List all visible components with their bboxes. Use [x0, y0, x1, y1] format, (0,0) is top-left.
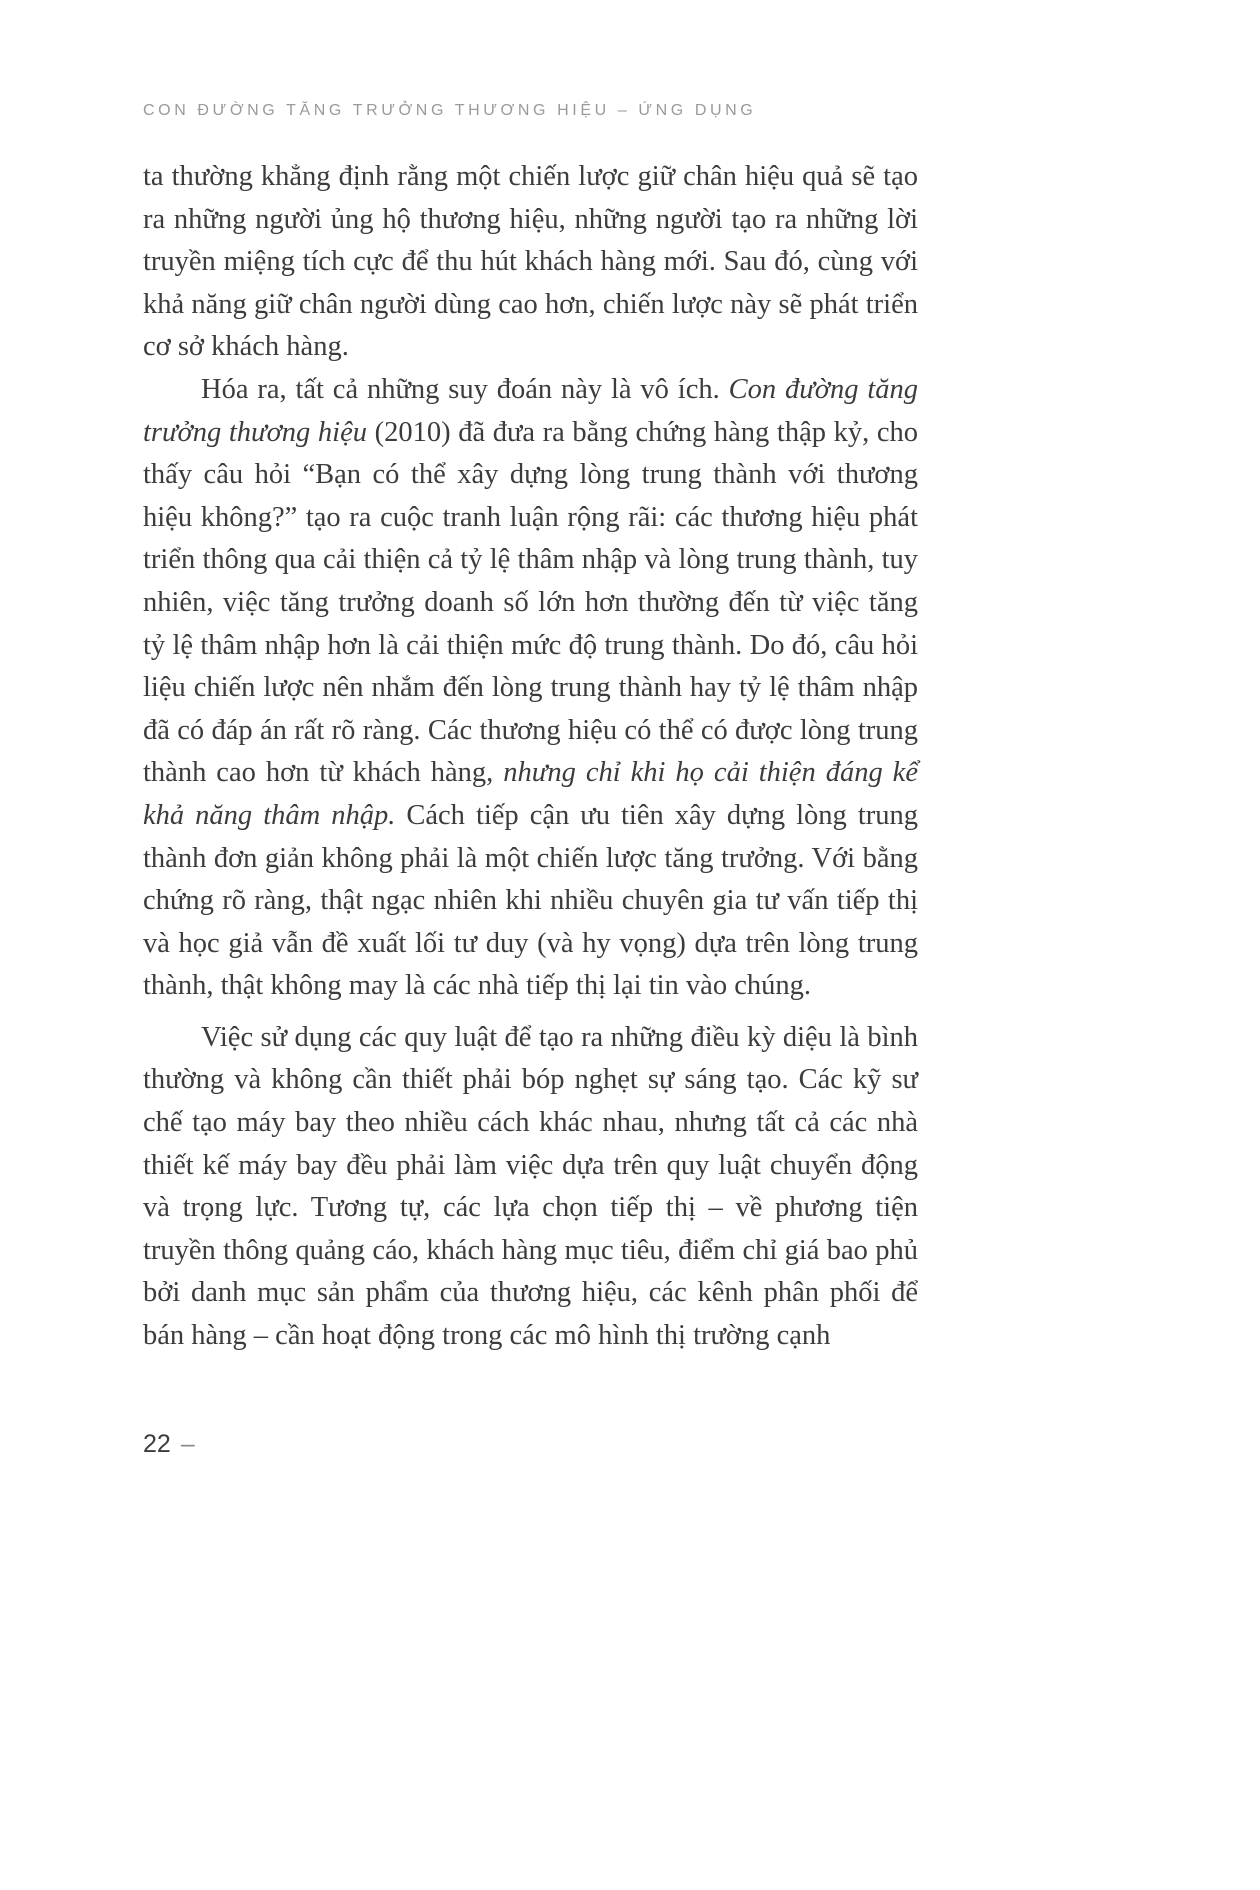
page-content	[143, 102, 918, 1358]
italic-run: Con đường tăng trưởng thương hiệu	[143, 373, 918, 448]
page-number: 22	[143, 1430, 171, 1458]
paragraph	[143, 369, 918, 1008]
text-run: (2010) đã đưa ra bằng chứng hàng thập kỷ, cho thấy câu hỏi “Bạn có thể xây dựng lòng trung thành với thương hiệu không?” tạo ra cuộc tranh luận rộng rãi: các thương hiệu phát triển thông qua cải thiện cả tỷ lệ thâm nhập và lòng trung thành, tuy nhiên, việc tăng trưởng doanh số lớn hơn thường đến từ việc tăng tỷ lệ thâm nhập hơn là cải thiện mức độ trung thành. Do đó, câu hỏi liệu chiến lược nên nhắm đến lòng trung thành hay tỷ lệ thâm nhập đã có đáp án rất rõ ràng. Các thương hiệu có thể có được lòng trung thành cao hơn từ khách hàng,	[143, 416, 918, 789]
paragraph	[143, 156, 918, 369]
running-header: CON ĐƯỜNG TĂNG TRƯỞNG THƯƠNG HIỆU – ỨNG DỤNG	[143, 102, 757, 119]
text-block	[143, 156, 918, 1358]
page-footer	[143, 1430, 195, 1459]
text-run: Việc sử dụng các quy luật để tạo ra những điều kỳ diệu là bình thường và không cần thiết phải bóp nghẹt sự sáng tạo. Các kỹ sư chế tạo máy bay theo nhiều cách khác nhau, nhưng tất cả các nhà thiết kế máy bay đều phải làm việc dựa trên quy luật chuyển động và trọng lực. Tương tự, các lựa chọn tiếp thị – về phương tiện truyền thông quảng cáo, khách hàng mục tiêu, điểm chỉ giá bao phủ bởi danh mục sản phẩm của thương hiệu, các kênh phân phối để bán hàng – cần hoạt động trong các mô hình thị trường cạnh	[143, 1021, 918, 1352]
text-run: Cách tiếp cận ưu tiên xây dựng lòng trung thành đơn giản không phải là một chiến lược tăng trưởng. Với bằng chứng rõ ràng, thật ngạc nhiên khi nhiều chuyên gia tư vấn tiếp thị và học giả vẫn đề xuất lối tư duy (và hy vọng) dựa trên lòng trung thành, thật không may là các nhà tiếp thị lại tin vào chúng.	[143, 799, 918, 1002]
text-run: Hóa ra, tất cả những suy đoán này là vô ích.	[201, 373, 729, 405]
text-run: ta thường khẳng định rằng một chiến lược giữ chân hiệu quả sẽ tạo ra những người ủng hộ thương hiệu, những người tạo ra những lời truyền miệng tích cực để thu hút khách hàng mới. Sau đó, cùng với khả năng giữ chân người dùng cao hơn, chiến lược này sẽ phát triển cơ sở khách hàng.	[143, 161, 918, 363]
paragraph	[143, 1017, 918, 1358]
italic-run: nhưng chỉ khi họ cải thiện đáng kể khả năng thâm nhập.	[143, 757, 918, 831]
footer-dash: –	[180, 1430, 195, 1458]
